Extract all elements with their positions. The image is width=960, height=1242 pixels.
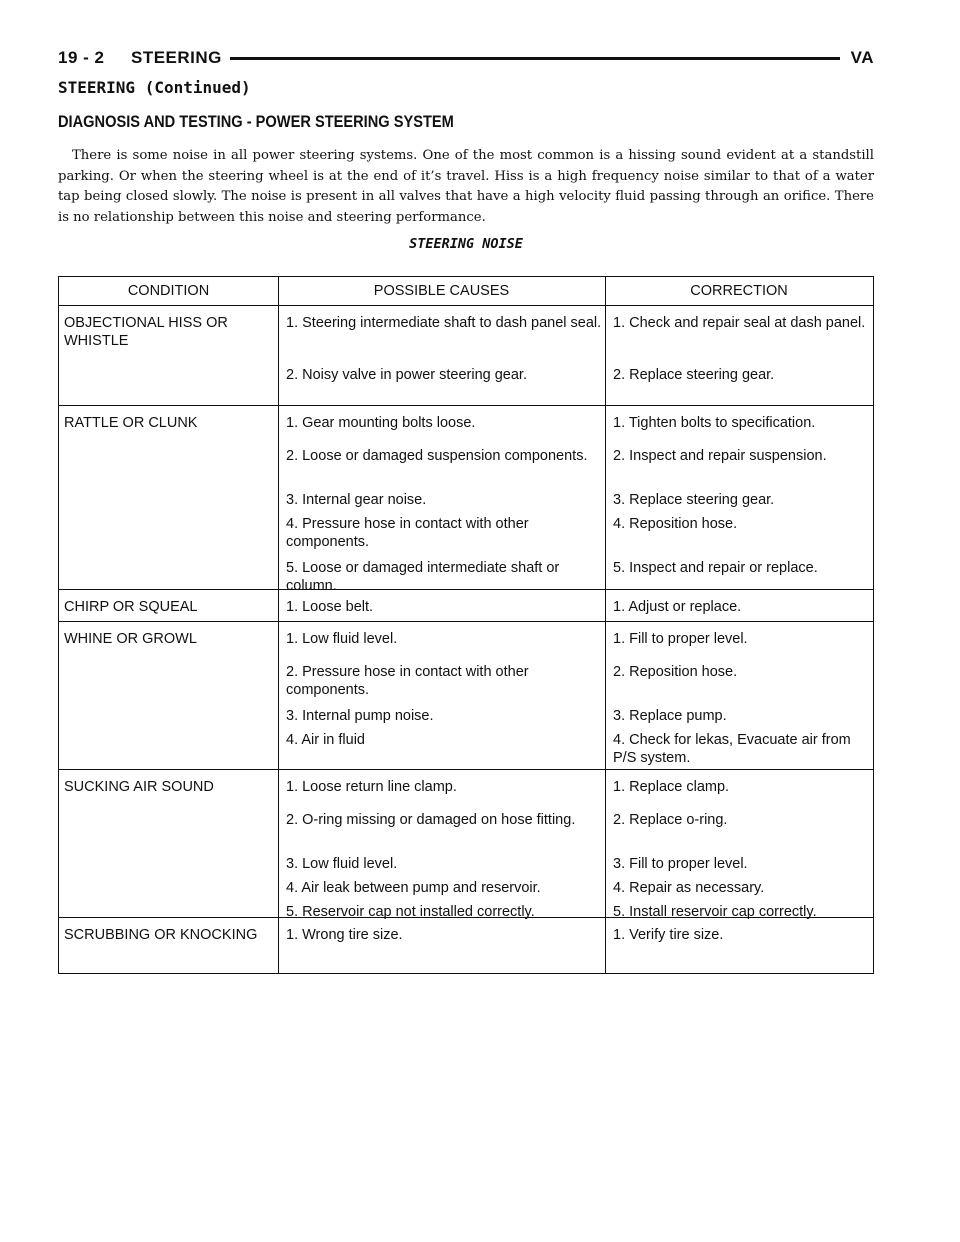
cause-cell: 3. Low fluid level. <box>286 856 398 872</box>
header-vehicle: VA <box>850 48 874 67</box>
correction-cell: 3. Fill to proper level. <box>613 856 748 872</box>
correction-cell: 1. Adjust or replace. <box>613 599 742 615</box>
cause-cell: 1. Low fluid level. <box>286 631 398 647</box>
correction-cell: 2. Replace steering gear. <box>613 367 775 383</box>
cause-cell: 2. O-ring missing or damaged on hose fitting. <box>286 812 576 828</box>
correction-cell: 5. Inspect and repair or replace. <box>613 560 818 576</box>
condition-cell: SUCKING AIR SOUND <box>64 779 214 795</box>
header-possible-causes: POSSIBLE CAUSES <box>373 283 510 299</box>
cause-cell: 2. Noisy valve in power steering gear. <box>286 367 527 383</box>
correction-cell: 3. Replace pump. <box>613 708 727 724</box>
correction-cell: 2. Replace o-ring. <box>613 812 728 828</box>
header-condition: CONDITION <box>127 283 210 299</box>
cause-cell: 1. Loose return line clamp. <box>286 779 457 795</box>
header-correction: CORRECTION <box>690 283 788 299</box>
section-title: DIAGNOSIS AND TESTING - POWER STEERING SYSTEM <box>58 112 454 131</box>
table-row-group <box>59 589 873 622</box>
page-header <box>58 48 874 72</box>
intro-paragraph: There is some noise in all power steering systems. One of the most common is a hissing sound evident at a standstill parking. Or when the steering wheel is at the end of it’s travel. Hiss is a high frequency noise similar to that of a water tap being closed slowly. The noise is present in all valves that have a high velocity fluid passing through an orifice. There is no relationship between this noise and steering performance. <box>58 148 874 225</box>
correction-cell: 2. Reposition hose. <box>613 664 738 680</box>
correction-cell: 3. Replace steering gear. <box>613 492 775 508</box>
page-number: 19 - 2 <box>58 48 114 68</box>
cause-cell: 1. Wrong tire size. <box>286 927 403 943</box>
header-section: STEERING <box>131 48 230 68</box>
cause-cell: 2. Loose or damaged suspension components. <box>286 448 588 464</box>
correction-cell: 4. Repair as necessary. <box>613 880 765 896</box>
table-row-group <box>59 769 873 918</box>
table-row-group <box>59 621 873 770</box>
correction-cell: 1. Check and repair seal at dash panel. <box>613 315 866 331</box>
cause-cell: 1. Steering intermediate shaft to dash panel seal. <box>286 315 602 331</box>
correction-cell: 1. Fill to proper level. <box>613 631 748 647</box>
condition-cell: CHIRP OR SQUEAL <box>64 599 198 615</box>
table-row-group <box>59 917 873 973</box>
correction-cell: 4. Check for lekas, Evacuate air from P/S system. <box>613 732 851 766</box>
continued-heading: STEERING (Continued) <box>58 78 251 97</box>
steering-noise-table <box>58 276 874 974</box>
table-row-group <box>59 405 873 594</box>
cause-cell: 2. Pressure hose in contact with other components. <box>286 664 529 698</box>
cause-cell: 1. Gear mounting bolts loose. <box>286 415 476 431</box>
correction-cell: 1. Tighten bolts to specification. <box>613 415 816 431</box>
cause-cell: 3. Internal pump noise. <box>286 708 434 724</box>
correction-cell: 5. Install reservoir cap correctly. <box>613 904 817 920</box>
condition-cell: OBJECTIONAL HISS OR WHISTLE <box>64 315 228 349</box>
condition-cell: SCRUBBING OR KNOCKING <box>64 927 258 943</box>
header-rule <box>218 57 840 60</box>
cause-cell: 4. Air in fluid <box>286 732 365 748</box>
correction-cell: 1. Replace clamp. <box>613 779 730 795</box>
correction-cell: 2. Inspect and repair suspension. <box>613 448 827 464</box>
cause-cell: 4. Pressure hose in contact with other components. <box>286 516 529 550</box>
condition-cell: RATTLE OR CLUNK <box>64 415 198 431</box>
correction-cell: 4. Reposition hose. <box>613 516 738 532</box>
correction-cell: 1. Verify tire size. <box>613 927 724 943</box>
cause-cell: 3. Internal gear noise. <box>286 492 427 508</box>
cause-cell: 5. Reservoir cap not installed correctly. <box>286 904 535 920</box>
cause-cell: 1. Loose belt. <box>286 599 374 615</box>
cause-cell: 4. Air leak between pump and reservoir. <box>286 880 541 896</box>
cause-cell: 5. Loose or damaged intermediate shaft or column. <box>286 560 560 594</box>
table-row-group <box>59 305 873 406</box>
table-header-row <box>59 277 873 306</box>
table-caption: STEERING NOISE <box>409 236 523 252</box>
condition-cell: WHINE OR GROWL <box>64 631 197 647</box>
